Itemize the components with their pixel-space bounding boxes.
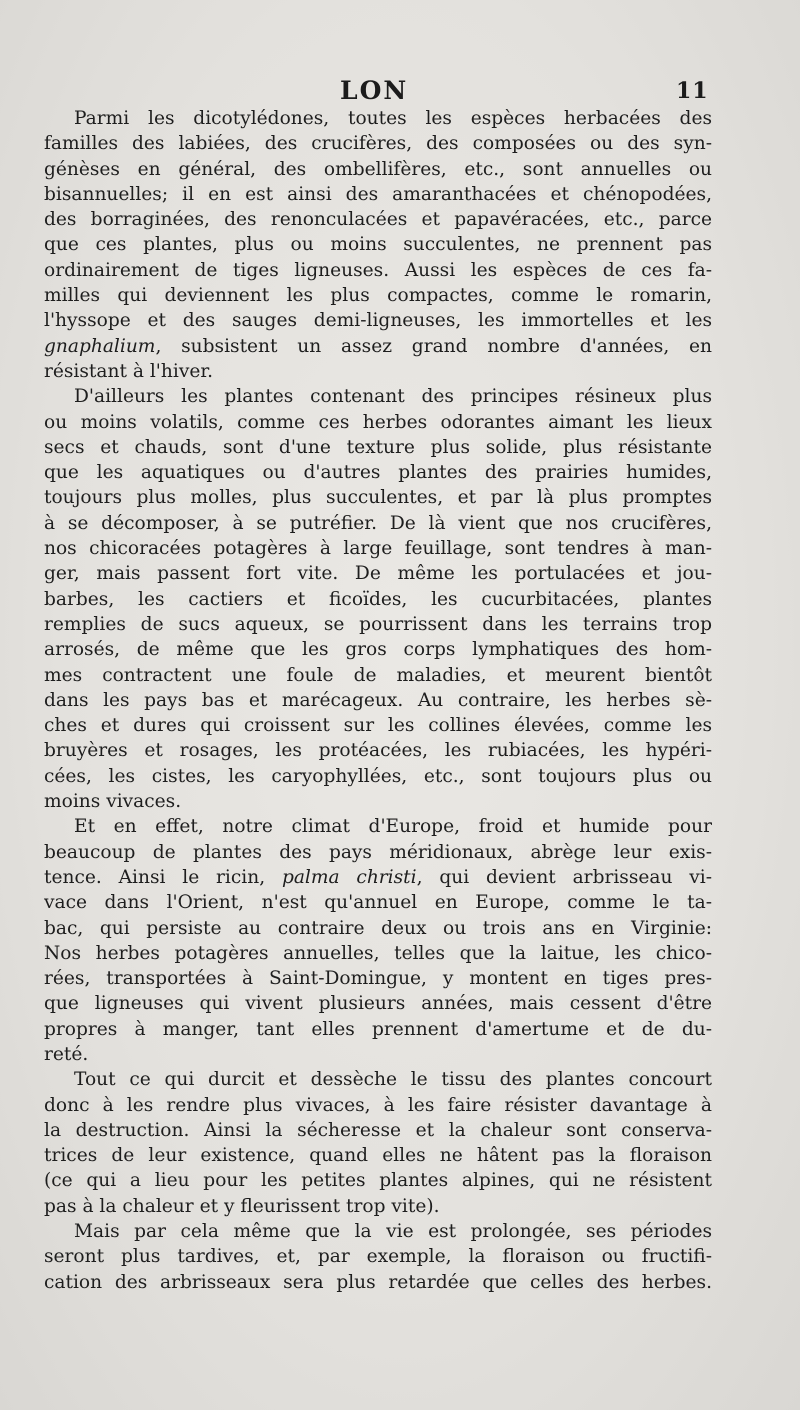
text-line: ger, mais passent fort vite. De même les portulacées et jou- — [44, 563, 712, 585]
text-line: la destruction. Ainsi la sécheresse et la chaleur sont conserva- — [44, 1119, 712, 1141]
text-line: gnaphalium, subsistent un assez grand nombre d'années, en — [44, 335, 712, 357]
text-line: mes contractent une foule de maladies, et meurent bientôt — [44, 664, 712, 686]
text-line: que les aquatiques ou d'autres plantes des prairies humides, — [44, 462, 712, 484]
text-line: tence. Ainsi le ricin, palma christi, qui devient arbrisseau vi- — [44, 866, 712, 888]
text-line: dans les pays bas et marécageux. Au contraire, les herbes sè- — [44, 689, 712, 711]
text-line: arrosés, de même que les gros corps lymphatiques des hom- — [44, 639, 712, 661]
text-line: trices de leur existence, quand elles ne hâtent pas la floraison — [44, 1145, 712, 1167]
text-line: (ce qui a lieu pour les petites plantes alpines, qui ne résistent — [44, 1170, 712, 1192]
text-line: moins vivaces. — [44, 791, 182, 813]
text-line: ordinairement de tiges ligneuses. Aussi les espèces de ces fa- — [44, 259, 712, 281]
italic-term: palma christi — [281, 866, 417, 888]
body-text — [44, 106, 712, 1295]
text-line: propres à manger, tant elles prennent d'amertume et de du- — [44, 1018, 712, 1040]
text-line: pas à la chaleur et y fleurissent trop vite). — [44, 1195, 440, 1217]
text-line: Et en effet, notre climat d'Europe, froid et humide pour — [74, 816, 712, 838]
text-line: Parmi les dicotylédones, toutes les espèces herbacées des — [74, 108, 712, 129]
text-line: Mais par cela même que la vie est prolongée, ses périodes — [74, 1221, 712, 1243]
text-line: seront plus tardives, et, par exemple, la floraison ou fructifi- — [44, 1246, 712, 1268]
text-line: milles qui deviennent les plus compactes, comme le romarin, — [44, 285, 712, 307]
text-line: nos chicoracées potagères à large feuillage, sont tendres à man- — [44, 538, 712, 560]
text-line: Nos herbes potagères annuelles, telles que la laitue, les chico- — [44, 942, 712, 964]
page-number: 11 — [676, 78, 709, 104]
text-line: des borraginées, des renonculacées et papavéracées, etc., parce — [44, 209, 712, 231]
text-line: bruyères et rosages, les protéacées, les rubiacées, les hypéri- — [44, 740, 712, 762]
text-line: résistant à l'hiver. — [44, 360, 214, 382]
text-line: Tout ce qui durcit et dessèche le tissu des plantes concourt — [74, 1069, 712, 1091]
text-line: rées, transportées à Saint-Domingue, y montent en tiges pres- — [44, 968, 712, 990]
text-line: cées, les cistes, les caryophyllées, etc., sont toujours plus ou — [44, 765, 712, 787]
text-line: beaucoup de plantes des pays méridionaux, abrège leur exis- — [44, 841, 712, 863]
text-line: génèses en général, des ombellifères, etc., sont annuelles ou — [44, 158, 712, 180]
running-title: LON — [340, 76, 409, 105]
running-head — [0, 76, 800, 106]
text-line: l'hyssope et des sauges demi-ligneuses, les immortelles et les — [44, 310, 712, 332]
text-line: cation des arbrisseaux sera plus retardée que celles des herbes. — [44, 1271, 712, 1293]
text-line: que ligneuses qui vivent plusieurs années, mais cessent d'être — [44, 993, 712, 1015]
text-line: vace dans l'Orient, n'est qu'annuel en Europe, comme le ta- — [44, 892, 712, 914]
text-line: reté. — [44, 1043, 89, 1065]
text-line: à se décomposer, à se putréfier. De là vient que nos crucifères, — [44, 512, 712, 534]
text-line: toujours plus molles, plus succulentes, et par là plus promptes — [44, 487, 712, 509]
text-line: ches et dures qui croissent sur les collines élevées, comme les — [44, 715, 712, 737]
text-line: remplies de sucs aqueux, se pourrissent dans les terrains trop — [44, 613, 712, 635]
text-line: barbes, les cactiers et ficoïdes, les cucurbitacées, plantes — [44, 588, 712, 610]
text-line: donc à les rendre plus vivaces, à les faire résister davantage à — [44, 1094, 712, 1116]
text-line: familles des labiées, des crucifères, des composées ou des syn- — [44, 133, 712, 155]
text-line: secs et chauds, sont d'une texture plus solide, plus résistante — [44, 436, 712, 458]
text-line: bac, qui persiste au contraire deux ou trois ans en Virginie: — [44, 917, 712, 939]
text-line: ou moins volatils, comme ces herbes odorantes aimant les lieux — [44, 411, 712, 433]
text-line: D'ailleurs les plantes contenant des principes résineux plus — [74, 386, 712, 408]
text-line: que ces plantes, plus ou moins succulentes, ne prennent pas — [44, 234, 712, 256]
italic-term: gnaphalium — [44, 335, 156, 357]
text-line: bisannuelles; il en est ainsi des amaranthacées et chénopodées, — [44, 183, 712, 205]
